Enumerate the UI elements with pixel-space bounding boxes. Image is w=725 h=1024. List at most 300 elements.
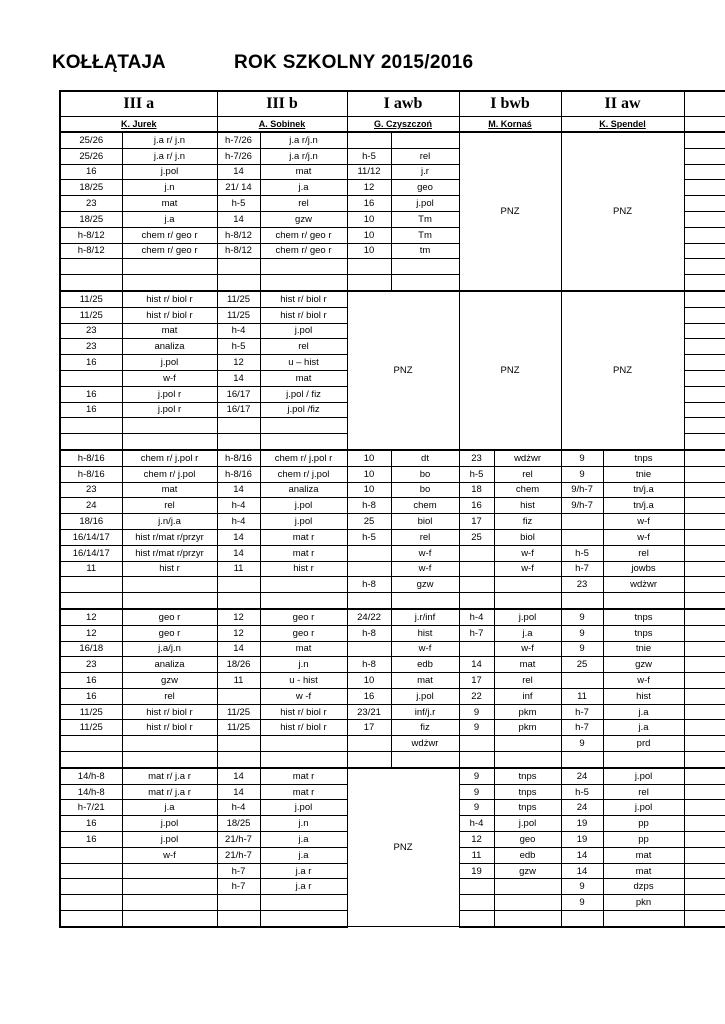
room-cell bbox=[60, 275, 122, 291]
extra-cell bbox=[684, 577, 725, 593]
lesson-row bbox=[60, 132, 725, 148]
subject-cell: tnps bbox=[494, 800, 561, 816]
subject-cell: mat r/ j.a r bbox=[122, 768, 217, 784]
room-cell bbox=[347, 275, 391, 291]
subject-cell: tnps bbox=[494, 784, 561, 800]
extra-cell bbox=[684, 339, 725, 355]
room-cell: h-4 bbox=[217, 498, 260, 514]
subject-cell: wdżwr bbox=[391, 736, 459, 752]
subject-cell: w-f bbox=[603, 673, 684, 689]
teacher-name: M. Kornaś bbox=[459, 117, 561, 133]
room-cell: 14 bbox=[217, 545, 260, 561]
subject-cell bbox=[494, 895, 561, 911]
room-cell bbox=[60, 879, 122, 895]
room-cell: 23/21 bbox=[347, 704, 391, 720]
room-cell: 10 bbox=[347, 227, 391, 243]
room-cell: h-8 bbox=[347, 657, 391, 673]
school-name: KOŁŁĄTAJA bbox=[52, 52, 166, 73]
room-cell: 25/26 bbox=[60, 132, 122, 148]
subject-cell bbox=[122, 418, 217, 434]
room-cell: 16 bbox=[60, 673, 122, 689]
lesson-row bbox=[60, 529, 725, 545]
subject-cell: inf bbox=[494, 688, 561, 704]
room-cell: 9 bbox=[561, 895, 603, 911]
subject-cell: gzw bbox=[391, 577, 459, 593]
room-cell bbox=[347, 736, 391, 752]
subject-cell: geo bbox=[494, 832, 561, 848]
subject-cell: rel bbox=[494, 466, 561, 482]
subject-cell: chem r/ geo r bbox=[122, 243, 217, 259]
room-cell: 12 bbox=[60, 609, 122, 625]
room-cell: 14 bbox=[217, 482, 260, 498]
room-cell: 21/ 14 bbox=[217, 180, 260, 196]
room-cell: 16 bbox=[347, 196, 391, 212]
room-cell: 11 bbox=[217, 673, 260, 689]
room-cell: 17 bbox=[459, 514, 494, 530]
subject-cell: hist r/ biol r bbox=[122, 291, 217, 307]
room-cell: 16 bbox=[60, 816, 122, 832]
subject-cell: tnie bbox=[603, 466, 684, 482]
subject-cell: j.pol bbox=[122, 355, 217, 371]
room-cell bbox=[561, 911, 603, 927]
room-cell: h-5 bbox=[217, 339, 260, 355]
room-cell: 11/25 bbox=[60, 307, 122, 323]
subject-cell: j.pol bbox=[603, 800, 684, 816]
subject-cell: j.pol bbox=[260, 498, 347, 514]
subject-cell: j.pol /fiz bbox=[260, 402, 347, 418]
lesson-row bbox=[60, 609, 725, 625]
room-cell: 11/25 bbox=[217, 704, 260, 720]
lesson-row bbox=[60, 450, 725, 466]
room-cell: h-8/12 bbox=[217, 243, 260, 259]
subject-cell: mat bbox=[603, 863, 684, 879]
room-cell bbox=[347, 545, 391, 561]
subject-cell bbox=[603, 593, 684, 609]
room-cell bbox=[217, 275, 260, 291]
subject-cell bbox=[260, 418, 347, 434]
subject-cell: j.pol bbox=[391, 688, 459, 704]
subject-cell bbox=[122, 895, 217, 911]
subject-cell: j.pol bbox=[260, 514, 347, 530]
room-cell: 14 bbox=[217, 641, 260, 657]
subject-cell bbox=[603, 752, 684, 768]
room-cell: 9 bbox=[561, 450, 603, 466]
room-cell bbox=[217, 259, 260, 275]
room-cell: 11 bbox=[459, 847, 494, 863]
subject-cell: hist r/ biol r bbox=[122, 307, 217, 323]
room-cell bbox=[561, 529, 603, 545]
room-cell: 21/h-7 bbox=[217, 832, 260, 848]
subject-cell: j.pol / fiz bbox=[260, 386, 347, 402]
subject-cell bbox=[260, 593, 347, 609]
extra-cell bbox=[684, 291, 725, 307]
room-cell bbox=[561, 593, 603, 609]
subject-cell: u – hist bbox=[260, 355, 347, 371]
subject-cell: hist r/mat r/przyr bbox=[122, 545, 217, 561]
room-cell: 12 bbox=[217, 625, 260, 641]
subject-cell: mat bbox=[260, 164, 347, 180]
room-cell: 18/26 bbox=[217, 657, 260, 673]
room-cell: 16/14/17 bbox=[60, 545, 122, 561]
extra-cell bbox=[684, 450, 725, 466]
room-cell: 9 bbox=[561, 879, 603, 895]
room-cell: h-5 bbox=[347, 148, 391, 164]
pnz-cell: PNZ bbox=[347, 768, 459, 927]
subject-cell: analiza bbox=[122, 339, 217, 355]
subject-cell: fiz bbox=[391, 720, 459, 736]
extra-cell bbox=[684, 673, 725, 689]
extra-cell bbox=[684, 561, 725, 577]
subject-cell bbox=[260, 895, 347, 911]
room-cell: h-7 bbox=[561, 561, 603, 577]
subject-cell bbox=[122, 275, 217, 291]
teacher-name: A. Sobinek bbox=[217, 117, 347, 133]
subject-cell: hist r/ biol r bbox=[122, 704, 217, 720]
teacher-row bbox=[60, 117, 725, 133]
extra-cell bbox=[684, 355, 725, 371]
extra-cell bbox=[684, 879, 725, 895]
subject-cell: inf/j.r bbox=[391, 704, 459, 720]
subject-cell: j.n bbox=[260, 816, 347, 832]
subject-cell: tnps bbox=[494, 768, 561, 784]
subject-cell bbox=[122, 863, 217, 879]
room-cell: h-5 bbox=[561, 545, 603, 561]
subject-cell bbox=[122, 593, 217, 609]
extra-cell bbox=[684, 164, 725, 180]
room-cell bbox=[561, 514, 603, 530]
room-cell: 10 bbox=[347, 466, 391, 482]
room-cell: 23 bbox=[60, 482, 122, 498]
room-cell: 14 bbox=[217, 211, 260, 227]
timetable bbox=[59, 90, 725, 928]
room-cell: 11/25 bbox=[217, 307, 260, 323]
room-cell bbox=[60, 418, 122, 434]
room-cell: 18/25 bbox=[217, 816, 260, 832]
room-cell: 9 bbox=[561, 625, 603, 641]
room-cell bbox=[347, 752, 391, 768]
extra-cell bbox=[684, 688, 725, 704]
subject-cell bbox=[494, 911, 561, 927]
teacher-name: K. Jurek bbox=[60, 117, 217, 133]
room-cell: 21/h-7 bbox=[217, 847, 260, 863]
subject-cell: tnps bbox=[603, 450, 684, 466]
subject-cell: mat r bbox=[260, 545, 347, 561]
room-cell: 18/25 bbox=[60, 180, 122, 196]
room-cell bbox=[60, 736, 122, 752]
subject-cell bbox=[122, 736, 217, 752]
extra-cell bbox=[684, 482, 725, 498]
room-cell: 11/12 bbox=[347, 164, 391, 180]
lesson-row bbox=[60, 657, 725, 673]
subject-cell: j.a bbox=[603, 720, 684, 736]
extra-cell bbox=[684, 545, 725, 561]
subject-cell: rel bbox=[122, 498, 217, 514]
subject-cell: w-f bbox=[494, 545, 561, 561]
subject-cell: tnps bbox=[603, 609, 684, 625]
class-name: III b bbox=[217, 91, 347, 117]
extra-cell bbox=[684, 514, 725, 530]
subject-cell: j.a r bbox=[260, 879, 347, 895]
subject-cell: j.pol r bbox=[122, 402, 217, 418]
extra-cell bbox=[684, 768, 725, 784]
room-cell bbox=[60, 847, 122, 863]
lesson-row bbox=[60, 545, 725, 561]
subject-cell bbox=[122, 911, 217, 927]
subject-cell: chem r/ geo r bbox=[260, 227, 347, 243]
room-cell bbox=[60, 259, 122, 275]
subject-cell: j.a r/j.n bbox=[260, 132, 347, 148]
subject-cell: j.a r/ j.n bbox=[122, 132, 217, 148]
room-cell: 14 bbox=[561, 863, 603, 879]
room-cell: 25/26 bbox=[60, 148, 122, 164]
room-cell: 17 bbox=[459, 673, 494, 689]
extra-cell bbox=[684, 180, 725, 196]
extra-cell bbox=[684, 847, 725, 863]
subject-cell bbox=[260, 434, 347, 450]
extra-cell bbox=[684, 307, 725, 323]
extra-cell bbox=[684, 323, 725, 339]
room-cell: 10 bbox=[347, 673, 391, 689]
lesson-row bbox=[60, 498, 725, 514]
subject-cell: hist r/mat r/przyr bbox=[122, 529, 217, 545]
room-cell: 14 bbox=[459, 657, 494, 673]
pnz-cell: PNZ bbox=[561, 291, 684, 450]
extra-cell bbox=[684, 434, 725, 450]
subject-cell: pkm bbox=[494, 720, 561, 736]
room-cell bbox=[60, 863, 122, 879]
room-cell: 16 bbox=[60, 355, 122, 371]
subject-cell: mat bbox=[391, 673, 459, 689]
room-cell: h-4 bbox=[217, 800, 260, 816]
subject-cell: rel bbox=[391, 529, 459, 545]
room-cell: h-5 bbox=[459, 466, 494, 482]
room-cell: 19 bbox=[459, 863, 494, 879]
room-cell bbox=[217, 911, 260, 927]
room-cell: 16/17 bbox=[217, 386, 260, 402]
room-cell: h-4 bbox=[217, 323, 260, 339]
subject-cell: gzw bbox=[122, 673, 217, 689]
room-cell: 16/17 bbox=[217, 402, 260, 418]
subject-cell bbox=[260, 752, 347, 768]
room-cell: 19 bbox=[561, 816, 603, 832]
subject-cell: analiza bbox=[122, 657, 217, 673]
room-cell: 9 bbox=[459, 784, 494, 800]
subject-cell: w-f bbox=[494, 561, 561, 577]
room-cell: h-4 bbox=[459, 609, 494, 625]
teacher-name: K. Spendel bbox=[561, 117, 684, 133]
subject-cell: wdżwr bbox=[494, 450, 561, 466]
room-cell bbox=[217, 895, 260, 911]
room-cell: 18/25 bbox=[60, 211, 122, 227]
subject-cell: j.pol bbox=[260, 323, 347, 339]
subject-cell: geo r bbox=[122, 609, 217, 625]
subject-cell: hist r bbox=[122, 561, 217, 577]
room-cell: 11 bbox=[217, 561, 260, 577]
room-cell: h-8/12 bbox=[60, 227, 122, 243]
subject-cell: j.a bbox=[260, 180, 347, 196]
room-cell: h-7/26 bbox=[217, 132, 260, 148]
subject-cell: jowbs bbox=[603, 561, 684, 577]
room-cell: 9 bbox=[459, 768, 494, 784]
room-cell bbox=[217, 434, 260, 450]
room-cell: 25 bbox=[459, 529, 494, 545]
subject-cell: j.pol bbox=[603, 768, 684, 784]
lesson-row bbox=[60, 466, 725, 482]
room-cell bbox=[347, 561, 391, 577]
room-cell bbox=[60, 577, 122, 593]
pnz-cell: PNZ bbox=[347, 291, 459, 450]
room-cell: h-8/16 bbox=[60, 466, 122, 482]
extra-cell bbox=[684, 593, 725, 609]
extra-cell bbox=[684, 800, 725, 816]
subject-cell: hist r/ biol r bbox=[260, 291, 347, 307]
lesson-row bbox=[60, 625, 725, 641]
subject-cell: chem r/ j.pol bbox=[260, 466, 347, 482]
subject-cell: chem bbox=[494, 482, 561, 498]
room-cell bbox=[217, 418, 260, 434]
subject-cell: wdżwr bbox=[603, 577, 684, 593]
lesson-row bbox=[60, 768, 725, 784]
class-header-row bbox=[60, 91, 725, 117]
subject-cell: j.pol bbox=[122, 832, 217, 848]
extra-cell bbox=[684, 370, 725, 386]
extra-cell bbox=[684, 275, 725, 291]
room-cell: h-5 bbox=[561, 784, 603, 800]
room-cell bbox=[459, 561, 494, 577]
room-cell bbox=[60, 752, 122, 768]
room-cell: h-8 bbox=[347, 498, 391, 514]
room-cell: 16 bbox=[347, 688, 391, 704]
subject-cell: hist r/ biol r bbox=[122, 720, 217, 736]
subject-cell: tn/j.a bbox=[603, 498, 684, 514]
room-cell: 23 bbox=[60, 323, 122, 339]
room-cell bbox=[217, 688, 260, 704]
extra-cell bbox=[684, 529, 725, 545]
extra-cell bbox=[684, 196, 725, 212]
subject-cell: geo r bbox=[122, 625, 217, 641]
room-cell bbox=[347, 593, 391, 609]
room-cell: h-8 bbox=[347, 577, 391, 593]
subject-cell: rel bbox=[603, 784, 684, 800]
room-cell: 12 bbox=[217, 355, 260, 371]
subject-cell: hist bbox=[603, 688, 684, 704]
room-cell bbox=[459, 577, 494, 593]
extra-cell bbox=[684, 117, 725, 133]
room-cell: h-7 bbox=[459, 625, 494, 641]
subject-cell: mat bbox=[494, 657, 561, 673]
room-cell bbox=[459, 911, 494, 927]
extra-cell bbox=[684, 243, 725, 259]
subject-cell: tnps bbox=[603, 625, 684, 641]
subject-cell bbox=[494, 577, 561, 593]
extra-cell bbox=[684, 211, 725, 227]
subject-cell: mat r bbox=[260, 529, 347, 545]
room-cell: 22 bbox=[459, 688, 494, 704]
subject-cell: dzps bbox=[603, 879, 684, 895]
subject-cell: Tm bbox=[391, 211, 459, 227]
subject-cell bbox=[494, 752, 561, 768]
room-cell: 16/14/17 bbox=[60, 529, 122, 545]
lesson-row bbox=[60, 704, 725, 720]
room-cell: h-7 bbox=[561, 704, 603, 720]
room-cell: 11 bbox=[60, 561, 122, 577]
pnz-cell: PNZ bbox=[459, 132, 561, 291]
subject-cell: hist r/ biol r bbox=[260, 720, 347, 736]
class-name: I bwb bbox=[459, 91, 561, 117]
extra-cell bbox=[684, 402, 725, 418]
subject-cell bbox=[494, 593, 561, 609]
room-cell bbox=[561, 752, 603, 768]
class-name: III a bbox=[60, 91, 217, 117]
subject-cell: j.a bbox=[122, 211, 217, 227]
subject-cell: gzw bbox=[603, 657, 684, 673]
room-cell bbox=[217, 752, 260, 768]
subject-cell: gzw bbox=[494, 863, 561, 879]
subject-cell: j.pol bbox=[391, 196, 459, 212]
subject-cell bbox=[391, 752, 459, 768]
subject-cell: pp bbox=[603, 816, 684, 832]
room-cell bbox=[459, 545, 494, 561]
subject-cell: pkn bbox=[603, 895, 684, 911]
room-cell: h-8 bbox=[347, 625, 391, 641]
room-cell: 16 bbox=[60, 832, 122, 848]
subject-cell: chem r/ j.pol bbox=[122, 466, 217, 482]
room-cell bbox=[217, 593, 260, 609]
subject-cell: w-f bbox=[391, 561, 459, 577]
subject-cell: chem r/ j.pol r bbox=[260, 450, 347, 466]
subject-cell bbox=[391, 259, 459, 275]
subject-cell bbox=[122, 259, 217, 275]
room-cell: 11 bbox=[561, 688, 603, 704]
room-cell: 11/25 bbox=[60, 720, 122, 736]
subject-cell: hist bbox=[391, 625, 459, 641]
subject-cell bbox=[260, 736, 347, 752]
room-cell: 14/h-8 bbox=[60, 768, 122, 784]
subject-cell: j.a bbox=[260, 847, 347, 863]
room-cell bbox=[459, 641, 494, 657]
room-cell: 9 bbox=[561, 736, 603, 752]
subject-cell: w-f bbox=[122, 370, 217, 386]
room-cell bbox=[60, 370, 122, 386]
room-cell bbox=[217, 577, 260, 593]
subject-cell: mat r/ j.a r bbox=[122, 784, 217, 800]
subject-cell: mat bbox=[260, 370, 347, 386]
extra-cell bbox=[684, 609, 725, 625]
room-cell: 9 bbox=[459, 720, 494, 736]
room-cell: 14 bbox=[217, 370, 260, 386]
room-cell bbox=[459, 895, 494, 911]
subject-cell: w-f bbox=[494, 641, 561, 657]
subject-cell: j.a r bbox=[260, 863, 347, 879]
subject-cell: rel bbox=[494, 673, 561, 689]
room-cell bbox=[561, 673, 603, 689]
subject-cell: chem r/ j.pol r bbox=[122, 450, 217, 466]
extra-cell bbox=[684, 148, 725, 164]
room-cell: h-8/12 bbox=[217, 227, 260, 243]
room-cell bbox=[347, 132, 391, 148]
room-cell: 10 bbox=[347, 450, 391, 466]
subject-cell: pp bbox=[603, 832, 684, 848]
pnz-cell: PNZ bbox=[561, 132, 684, 291]
room-cell: 11/25 bbox=[217, 720, 260, 736]
lesson-row bbox=[60, 593, 725, 609]
lesson-row bbox=[60, 482, 725, 498]
room-cell: 16 bbox=[60, 164, 122, 180]
room-cell bbox=[60, 895, 122, 911]
room-cell: 16/18 bbox=[60, 641, 122, 657]
extra-cell bbox=[684, 816, 725, 832]
subject-cell: chem r/ geo r bbox=[260, 243, 347, 259]
